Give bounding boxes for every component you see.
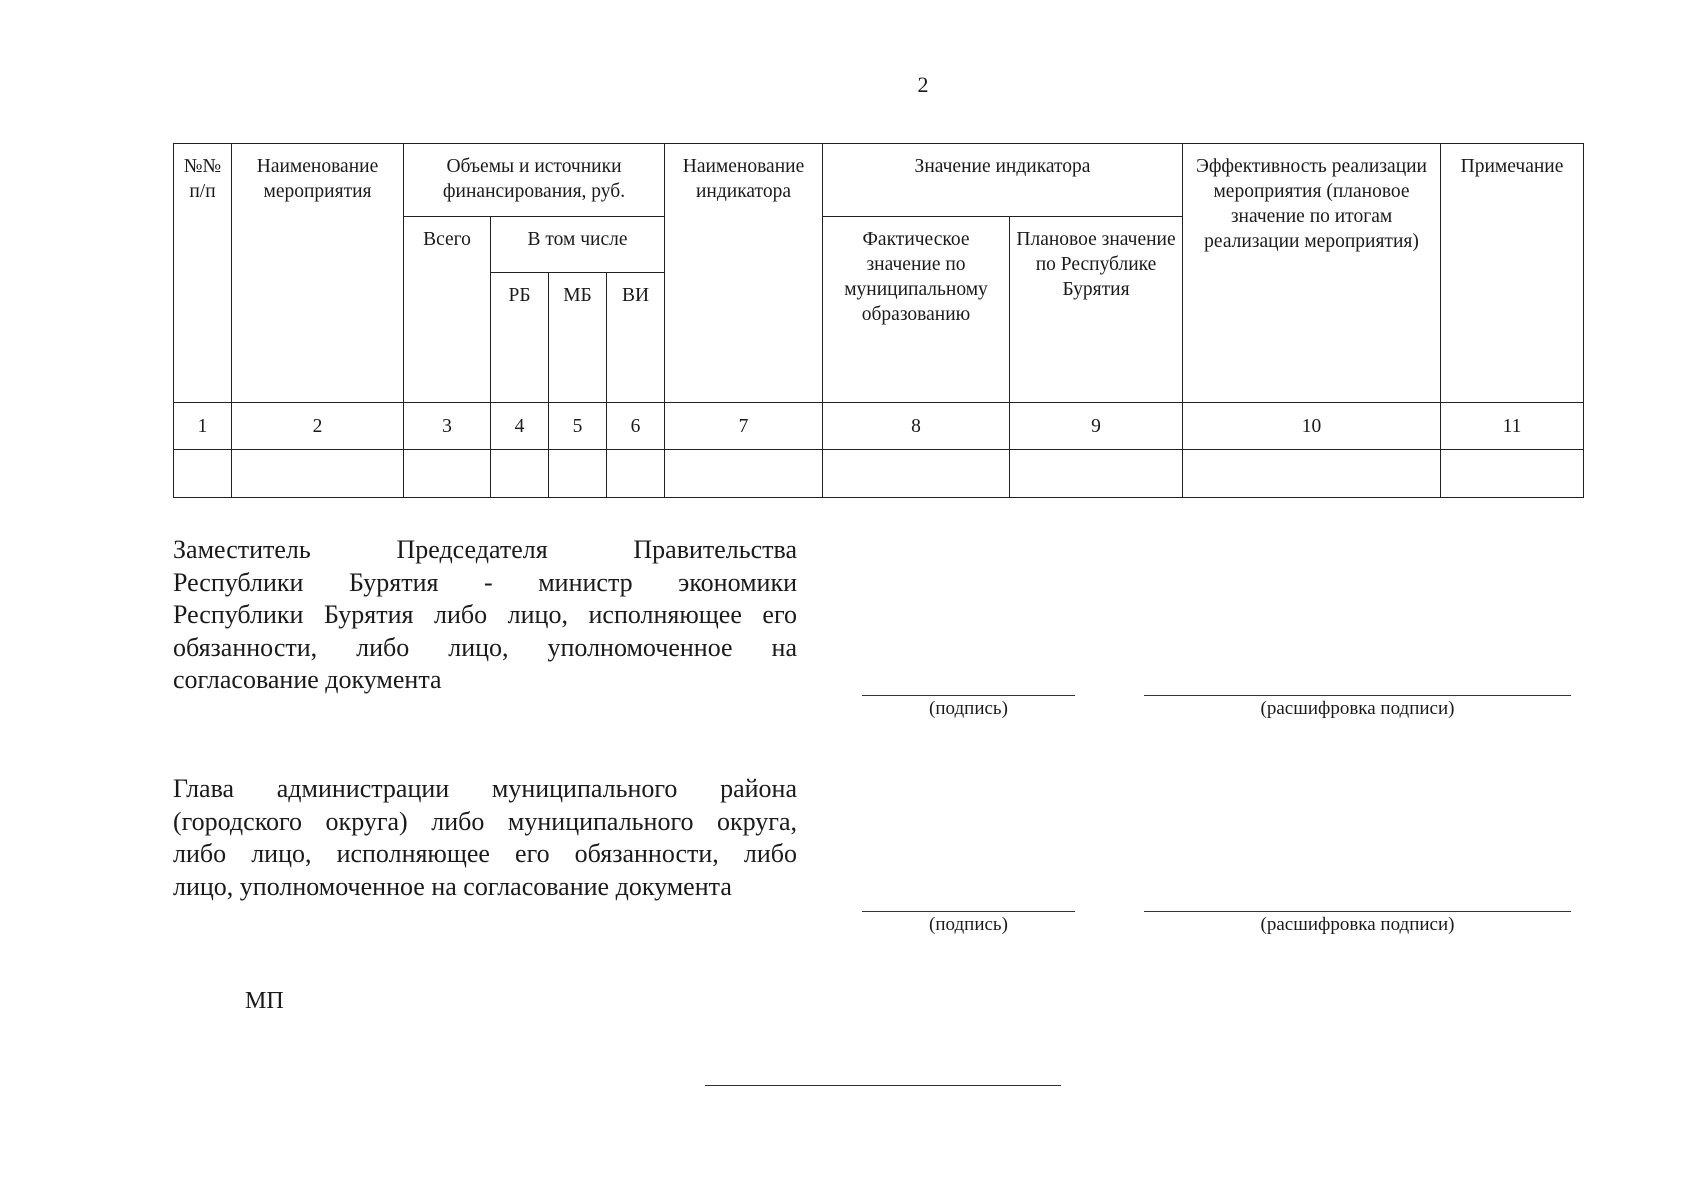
position-line: согласование документа <box>173 665 442 695</box>
column-number: 2 <box>232 403 404 450</box>
signature-decoding-line-2[interactable] <box>1144 911 1571 912</box>
table-cell[interactable] <box>174 450 232 498</box>
header-planned-value: Плановое значение по Республике Бурятия <box>1010 217 1183 403</box>
header-actual-value: Фактическое значение по муниципальному образованию <box>823 217 1010 403</box>
bottom-separator-line <box>705 1085 1061 1086</box>
signatory-2-position <box>173 773 797 903</box>
column-number: 8 <box>823 403 1010 450</box>
column-number: 9 <box>1010 403 1183 450</box>
header-mb: МБ <box>549 273 607 403</box>
position-line: Республики Бурятия либо лицо, исполняющее его <box>173 600 797 630</box>
header-event-name: Наименование мероприятия <box>232 144 404 403</box>
signature-caption-2: (подпись) <box>929 914 1008 935</box>
signature-decoding-line-1[interactable] <box>1144 695 1571 696</box>
header-indicator-name: Наименование индикатора <box>665 144 823 403</box>
signature-decoding-caption-2: (расшифровка подписи) <box>1260 914 1455 935</box>
table-cell[interactable] <box>607 450 665 498</box>
column-number: 11 <box>1441 403 1584 450</box>
column-number: 6 <box>607 403 665 450</box>
header-rb: РБ <box>491 273 549 403</box>
header-efficiency: Эффективность реализации мероприятия (плановое значение по итогам реализации мероприятия) <box>1183 144 1441 403</box>
signature-line-2[interactable] <box>862 911 1075 912</box>
position-line: Заместитель Председателя Правительства <box>173 535 797 564</box>
table-cell[interactable] <box>1183 450 1441 498</box>
position-line: обязанности, либо лицо, уполномоченное на <box>173 632 797 662</box>
signature-decoding-caption-1: (расшифровка подписи) <box>1260 698 1455 719</box>
table-cell[interactable] <box>491 450 549 498</box>
stamp-label: МП <box>245 988 284 1014</box>
table-cell[interactable] <box>232 450 404 498</box>
signatory-1-position <box>173 534 797 697</box>
page-number: 2 <box>917 72 929 97</box>
column-numbers-row <box>174 403 1584 450</box>
position-line: Республики Бурятия - министр экономики <box>173 567 797 597</box>
column-number: 4 <box>491 403 549 450</box>
signature-caption-1: (подпись) <box>929 698 1008 719</box>
header-indicator-value: Значение индикатора <box>823 144 1183 217</box>
column-number: 5 <box>549 403 607 450</box>
table-row <box>174 450 1584 498</box>
signature-line-1[interactable] <box>862 695 1075 696</box>
position-line: либо лицо, исполняющее его обязанности, либо <box>173 839 797 869</box>
table-cell[interactable] <box>1441 450 1584 498</box>
position-line: Глава администрации муниципального района <box>173 774 797 803</box>
header-note: Примечание <box>1441 144 1584 403</box>
table-cell[interactable] <box>1010 450 1183 498</box>
header-vi: ВИ <box>607 273 665 403</box>
header-funding: Объемы и источники финансирования, руб. <box>404 144 665 217</box>
indicator-table <box>173 143 1584 498</box>
header-including: В том числе <box>491 217 665 273</box>
position-line: (городского округа) либо муниципального округа, <box>173 806 797 836</box>
table-cell[interactable] <box>549 450 607 498</box>
table-cell[interactable] <box>665 450 823 498</box>
column-number: 3 <box>404 403 491 450</box>
column-number: 10 <box>1183 403 1441 450</box>
column-number: 1 <box>174 403 232 450</box>
header-num: №№ п/п <box>174 144 232 403</box>
position-line: лицо, уполномоченное на согласование документа <box>173 871 732 901</box>
table-cell[interactable] <box>823 450 1010 498</box>
header-total: Всего <box>404 217 491 403</box>
column-number: 7 <box>665 403 823 450</box>
table-cell[interactable] <box>404 450 491 498</box>
